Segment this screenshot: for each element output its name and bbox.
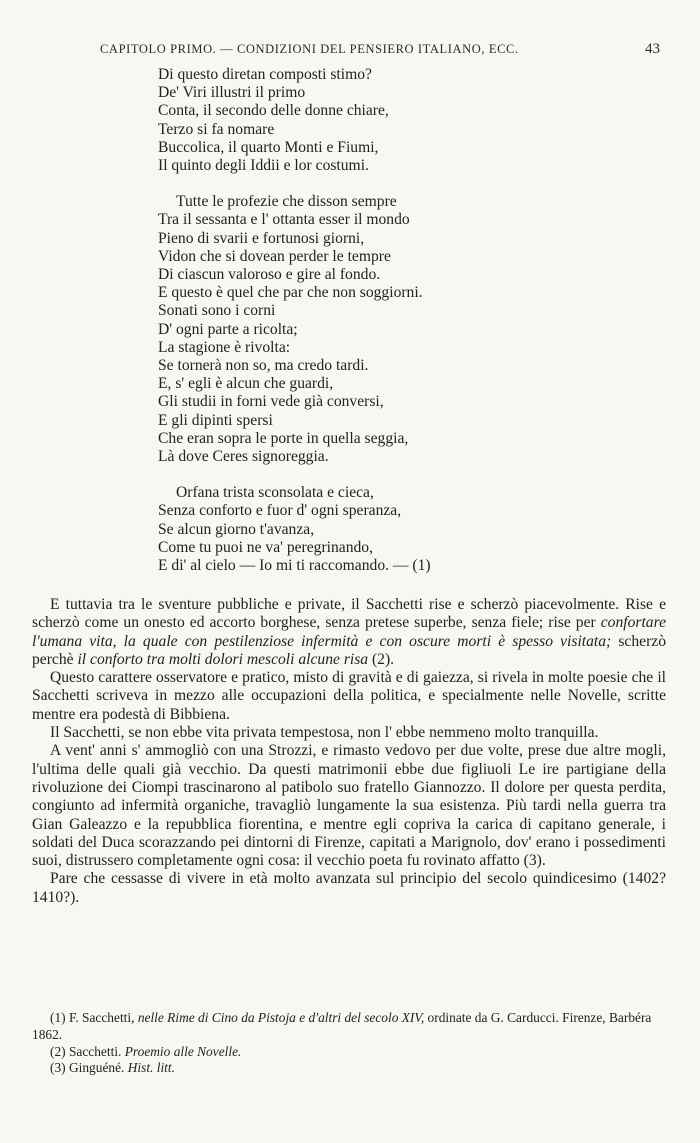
poem-line: Vidon che si dovean perder le tempre <box>158 247 391 265</box>
running-title: CAPITOLO PRIMO. — CONDIZIONI DEL PENSIERO ITALIANO, ECC. <box>100 42 519 56</box>
poem-line: Là dove Ceres signoreggia. <box>158 448 329 466</box>
footnote-3 <box>32 1060 666 1077</box>
text-run: scherzò perchè <box>32 632 666 668</box>
poem-line: D' ogni parte a ricolta; <box>158 320 298 338</box>
quote-italic: il conforto tra molti dolori mescoli alcune risa <box>77 650 369 668</box>
citation-italic: Hist. litt. <box>127 1060 175 1076</box>
text-run: ordinate da G. Carducci. Firenze, Barbéra 1862. <box>32 1010 652 1042</box>
poem-line: Tra il sessanta e l' ottanta esser il mondo <box>158 211 410 229</box>
poem-line: Tutte le profezie che disson sempre <box>176 193 397 211</box>
text-run: E tuttavia tra le sventure pubbliche e private, il Sacchetti rise e scherzò piacevolmente. Rise e scherzò come un onesto ed accorto borghese, senza pretese superbe, senza fiele; rise per <box>32 596 666 632</box>
poem-line: De' Viri illustri il primo <box>158 84 306 102</box>
poem-line: La stagione è rivolta: <box>158 338 291 356</box>
poem-line: Di questo diretan composti stimo? <box>158 66 372 83</box>
text-run: (3) Ginguéné. <box>50 1060 128 1076</box>
poem-line: Sonati sono i corni <box>158 302 276 320</box>
footnote-1 <box>32 1010 666 1044</box>
poem-line: E questo è quel che par che non soggiorni. <box>158 284 423 302</box>
body-text <box>32 596 666 907</box>
poem-block <box>158 66 618 575</box>
quote-italic: confortare l'umana vita, la quale con pestilenziose infermità e con oscure morti è spesso visitata; <box>32 614 666 650</box>
citation-italic: nelle Rime di Cino da Pistoja e d'altri del secolo XIV, <box>137 1010 425 1025</box>
stanza-3 <box>158 484 618 575</box>
paragraph-2: Questo carattere osservatore e pratico, misto di gravità e di gaiezza, si rivela in molte poesie che il Sacchetti scriveva in mezzo alle occupazioni della politica, e specialmente nelle Novelle, scritte mentre era podestà di Bibbiena. <box>32 669 666 723</box>
page-number: 43 <box>645 41 660 57</box>
poem-line: Di ciascun valoroso e gire al fondo. <box>158 266 381 284</box>
text-run: (1) F. Sacchetti, <box>50 1010 138 1025</box>
poem-line: Senza conforto e fuor d' ogni speranza, <box>158 502 402 520</box>
footnotes <box>32 1010 666 1077</box>
poem-line: Buccolica, il quarto Monti e Fiumi, <box>158 138 379 156</box>
paragraph-3: Il Sacchetti, se non ebbe vita privata tempestosa, non l' ebbe nemmeno molto tranquilla. <box>50 724 599 742</box>
poem-line: Se tornerà non so, ma credo tardi. <box>158 357 369 375</box>
stanza-2 <box>158 193 618 466</box>
poem-line: Se alcun giorno t'avanza, <box>158 520 315 538</box>
poem-line: Pieno di svarii e fortunosi giorni, <box>158 229 365 247</box>
poem-line: E, s' egli è alcun che guardi, <box>158 375 334 393</box>
poem-line: Orfana trista sconsolata e cieca, <box>176 484 374 502</box>
citation-italic: Proemio alle Novelle. <box>124 1043 242 1059</box>
paragraph-1 <box>32 596 666 669</box>
running-header <box>100 42 660 62</box>
text-run: (2) Sacchetti. <box>50 1043 125 1059</box>
poem-line: Il quinto degli Iddii e lor costumi. <box>158 157 369 175</box>
text-run: (2). <box>368 650 395 668</box>
poem-line: E di' al cielo — Io mi ti raccomando. — (1) <box>158 557 431 575</box>
paragraph-4: A vent' anni s' ammogliò con una Strozzi, e rimasto vedovo per due volte, prese due altre mogli, l'ultima delle quali già vecchio. Da questi matrimonii ebbe due figliuoli Le ire partigiane della rivoluzione dei Ciompi trascinarono al patibolo suo fratello Giannozzo. Il dolore per questa perdita, congiunto ad infermità organiche, travagliò lungamente la sua esistenza. Più tardi nella guerra tra Gian Galeazzo e la repubblica fiorentina, e mentre egli copriva la carica di capitano generale, i soldati del Duca scorazzando pei dintorni di Firenze, capitati a Marignolo, dov' erano i possedimenti suoi, distrussero completamente ogni cosa: il vecchio poeta fu rovinato affatto (3). <box>32 742 666 870</box>
poem-line: Che eran sopra le porte in quella seggia, <box>158 429 409 447</box>
poem-line: Conta, il secondo delle donne chiare, <box>158 102 389 120</box>
paragraph-5: Pare che cessasse di vivere in età molto avanzata sul principio del secolo quindicesimo (1402? 1410?). <box>32 870 666 906</box>
poem-line: E gli dipinti spersi <box>158 411 273 429</box>
stanza-1 <box>158 66 618 175</box>
poem-line: Terzo si fa nomare <box>158 120 275 138</box>
footnote-2 <box>32 1044 666 1061</box>
poem-line: Gli studii in forni vede già conversi, <box>158 393 384 411</box>
poem-line: Come tu puoi ne va' peregrinando, <box>158 538 374 556</box>
